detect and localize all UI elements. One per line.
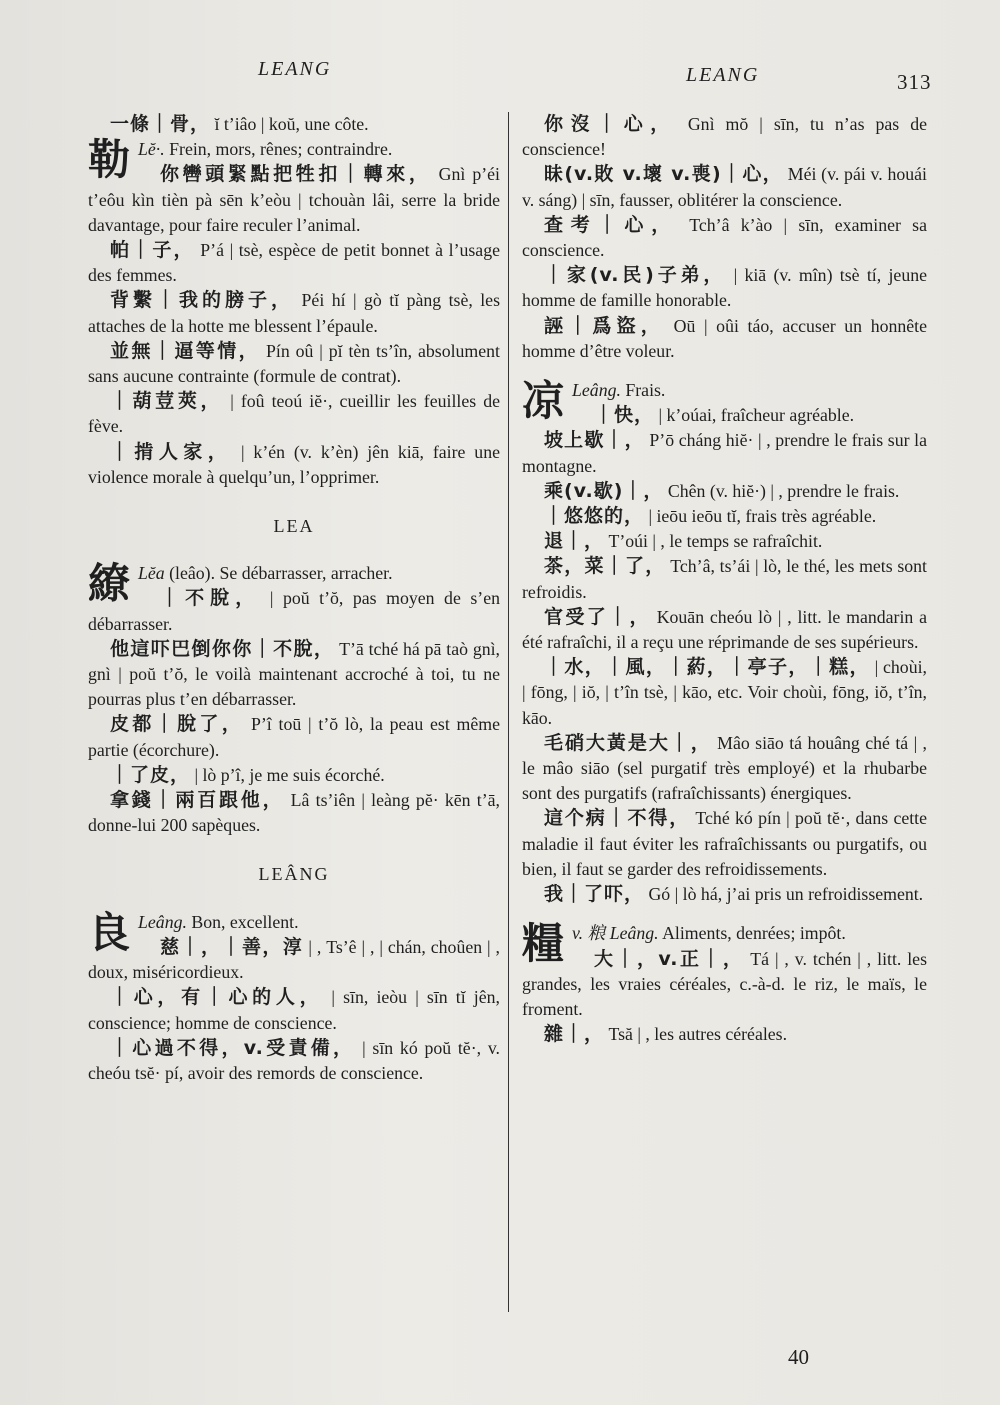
dictionary-entry xyxy=(88,985,500,1035)
dictionary-entry xyxy=(88,339,500,389)
entry-definition: | kiā (v. mîn) tsè tí, jeune homme de famille honorable. xyxy=(522,265,927,311)
headword-romanization: v. 粮 Leâng. xyxy=(572,923,659,944)
entry-definition: Frais. xyxy=(620,380,666,401)
entry-chinese: 雜｜， xyxy=(544,1023,605,1046)
entry-chinese: 背繫｜我的膀子， xyxy=(110,289,295,312)
dictionary-entry xyxy=(522,806,927,882)
entry-definition: | foû teoú iĕ·, cueillir les feuilles de fève. xyxy=(88,391,500,437)
entry-chinese: 你沒｜心， xyxy=(544,113,677,135)
signature-mark: 40 xyxy=(788,1345,809,1369)
entry-chinese: 查考｜心， xyxy=(544,213,678,236)
dictionary-entry xyxy=(522,162,927,212)
entry-chinese: 他這吓巴倒你你｜不脫， xyxy=(110,637,335,660)
entry-definition: Tch’â k’ào | sīn, examiner sa conscience. xyxy=(522,214,927,261)
dictionary-entry xyxy=(522,947,927,1023)
entry-chinese: 帕｜子， xyxy=(110,239,195,262)
entry-chinese: 坡上歇｜， xyxy=(544,429,645,452)
entry-definition: Méi (v. pái v. houái v. sáng) | sīn, fausser, oblitérer la conscience. xyxy=(522,164,927,210)
dictionary-entry xyxy=(88,162,500,238)
entry-definition: P’î toū | t’ŏ lò, la peau est même partie (écorchure). xyxy=(88,714,501,760)
entry-chinese: 大｜，v.正｜， xyxy=(594,947,745,970)
entry-definition: Aliments, denrées; impôt. xyxy=(658,923,846,944)
dictionary-entry xyxy=(88,238,500,288)
entry-definition: Bon, excellent. xyxy=(186,911,299,932)
dictionary-entry xyxy=(88,935,500,985)
dictionary-entry xyxy=(522,731,927,807)
entry-chinese: 慈｜，｜善，淳 xyxy=(160,935,304,958)
dictionary-entry xyxy=(88,440,500,490)
entry-definition: Péi hí | gò tĭ pàng tsè, les attaches de la hotte me blessent l’épaule. xyxy=(88,290,500,336)
header-left-word: LEANG xyxy=(258,58,332,80)
entry-chinese: ｜心過不得，v.受責備， xyxy=(110,1036,356,1059)
header-right-word: LEANG xyxy=(686,64,760,86)
entry-definition: Mâo siāo tá houâng ché tá | , le mâo siāo (sel purgatif très employé) et la rhubarbe sont des purgatifs (rafraîchissants) énergiques. xyxy=(522,732,927,804)
entry-definition: (leâo). Se débarrasser, arracher. xyxy=(164,563,393,584)
headword-character: 糧 xyxy=(522,919,565,969)
entry-definition: Pín oû | pĭ tèn ts’în, absolument sans aucune contrainte (formule de contrat). xyxy=(88,340,500,387)
entry-chinese: 皮都｜脫了， xyxy=(110,713,245,736)
entry-chinese: ｜掯人家， xyxy=(110,440,233,463)
dictionary-entry xyxy=(88,712,500,762)
entry-chinese: ｜不脫， xyxy=(160,587,261,610)
entry-definition: Lâ ts’iên | leàng pĕ· kēn t’ā, donne-lui 200 sapèques. xyxy=(88,790,500,836)
entry-definition: | ieōu ieōu tĭ, frais très agréable. xyxy=(648,506,877,527)
dictionary-entry xyxy=(522,529,927,554)
entry-definition: Tá | , v. tchén | , litt. les grandes, les vraies céréales, c.-à-d. le riz, le maïs, le froment. xyxy=(522,948,927,1019)
dictionary-entry xyxy=(522,428,927,478)
entry-definition: P’ō cháng hiĕ· | , prendre le frais sur la montagne. xyxy=(522,430,927,476)
entry-chinese: ｜水，｜風，｜葯，｜亭子，｜糕， xyxy=(544,656,870,679)
entry-chinese: ｜快， xyxy=(594,404,655,427)
entry-definition: Oū | oûi táo, accuser un honnête homme d’être voleur. xyxy=(522,315,927,361)
headword-character: 繚 xyxy=(88,559,131,609)
entry-definition: T’ā tché há pā taò gnì, gnì | poŭ t’ŏ, le voilà maintenant accroché à toi, tu ne pourras plus t’en débarrasser. xyxy=(88,638,500,710)
entry-chinese: 這个病｜不得， xyxy=(544,807,691,830)
entry-definition: ĭ t’iâo | koŭ, une côte. xyxy=(214,114,369,134)
dictionary-entry xyxy=(88,586,500,636)
entry-chinese: ｜家(v.民)子弟， xyxy=(544,264,727,287)
entry-chinese: 官受了｜， xyxy=(544,605,651,628)
dictionary-entry xyxy=(522,479,927,504)
dictionary-entry xyxy=(88,1036,500,1086)
entry-chinese: 我｜了吓， xyxy=(544,883,645,906)
dictionary-entry xyxy=(522,605,927,655)
dictionary-entry xyxy=(522,403,927,428)
running-header xyxy=(0,58,1000,94)
section-heading: LEA xyxy=(273,516,315,537)
entry-definition: Tsă | , les autres céréales. xyxy=(608,1024,788,1045)
dictionary-entry xyxy=(522,1022,927,1047)
entry-chinese: 乘(v.歇)｜， xyxy=(544,479,664,502)
dictionary-entry xyxy=(522,554,927,604)
dictionary-entry xyxy=(88,788,500,838)
entry-chinese: 並無｜逼等情， xyxy=(110,339,261,362)
dictionary-entry xyxy=(88,112,500,137)
entry-definition: Tché kó pín | poŭ tĕ·, dans cette maladie il faut éviter les rafraîchissants ou purgatifs, ou bien, il faut se garder des refroidissements. xyxy=(522,808,927,879)
entry-chinese: 毛硝大黃是大｜， xyxy=(544,731,712,754)
entry-definition: | sīn kó poŭ tĕ·, v. cheóu tsĕ· pí, avoir des remords de conscience. xyxy=(88,1037,500,1083)
headword-romanization: Leâng. xyxy=(138,911,187,932)
entry-chinese: ｜葫荳莢， xyxy=(110,390,224,413)
dictionary-entry xyxy=(88,763,500,788)
headword-romanization: Lĕa xyxy=(138,563,165,584)
entry-definition: T’oúi | , le temps se rafraîchit. xyxy=(608,531,823,552)
entry-definition: | sīn, ieòu | sīn tĭ jên, conscience; homme de conscience. xyxy=(88,987,500,1033)
entry-definition: Gnì mŏ | sīn, tu n’as pas de conscience! xyxy=(522,114,927,160)
entry-definition: P’á | tsè, espèce de petit bonnet à l’usage des femmes. xyxy=(88,240,500,286)
entry-definition: Chên (v. hiĕ·) | , prendre le frais. xyxy=(667,480,900,501)
entry-chinese: 你轡頭緊點把牲扣｜轉來， xyxy=(160,163,432,186)
headword-romanization: Leâng. xyxy=(572,380,621,401)
entry-definition: Gnì p’éi t’eôu kìn tièn pà sēn k’eòu | tchouàn lâi, serre la bride davantage, pour faire reculer l’animal. xyxy=(88,164,500,235)
entry-chinese: ｜心，有｜心的人， xyxy=(110,986,324,1009)
dictionary-entry xyxy=(522,504,927,529)
column-divider xyxy=(508,112,509,1312)
dictionary-entry xyxy=(88,637,500,713)
section-heading: LEÂNG xyxy=(258,864,330,885)
entry-chinese: 退｜， xyxy=(544,530,605,553)
entry-chinese: 誣｜爲盜， xyxy=(544,314,665,337)
entry-definition: | choùi, | fōng, | iŏ, | t’în tsè, | kāo, etc. Voir choùi, fōng, iŏ, t’în, kāo. xyxy=(522,657,927,728)
entry-chinese: ｜悠悠的， xyxy=(544,505,645,528)
entry-chinese: 一條｜骨， xyxy=(110,113,211,135)
entry-definition: | k’én (v. k’èn) jên kiā, faire une violence morale à quelqu’un, l’opprimer. xyxy=(88,441,500,487)
entry-definition: | poŭ t’ŏ, pas moyen de s’en débarrasser. xyxy=(88,588,500,634)
dictionary-entry xyxy=(522,882,927,907)
dictionary-entry xyxy=(522,112,927,162)
headword-romanization: Lĕ·. xyxy=(138,139,165,160)
entry-definition: | , Ts’ê | , | chán, choûen | , doux, miséricordieux. xyxy=(88,936,500,983)
entry-definition: Gó | lò há, j’ai pris un refroidissement. xyxy=(648,884,924,905)
dictionary-entry xyxy=(88,288,500,338)
headword-character: 勒 xyxy=(88,135,131,185)
right-column xyxy=(522,112,927,1047)
dictionary-entry xyxy=(522,655,927,731)
entry-definition: | lò p’î, je me suis écorché. xyxy=(194,764,385,785)
entry-chinese: 拿錢｜兩百跟他， xyxy=(110,789,285,812)
page-number: 313 xyxy=(897,70,932,94)
entry-definition: | k’oúai, fraîcheur agréable. xyxy=(658,405,855,426)
entry-definition: Frein, mors, rênes; contraindre. xyxy=(164,139,393,160)
headword-character: 凉 xyxy=(522,376,565,426)
entry-definition: Kouān cheóu lò | , litt. le mandarin a été rafraîchi, il a reçu une réprimande de ses supérieurs. xyxy=(522,606,927,653)
entry-chinese: 昧(v.敗 v.壞 v.喪)｜心， xyxy=(544,163,783,186)
entry-definition: Tch’â, ts’ái | lò, le thé, les mets sont refroidis. xyxy=(522,556,927,602)
entry-chinese: 茶，菜｜了， xyxy=(544,555,666,578)
left-column xyxy=(88,112,500,1086)
entry-chinese: ｜了皮， xyxy=(110,763,191,786)
dictionary-entry xyxy=(522,314,927,364)
dictionary-entry xyxy=(522,263,927,313)
dictionary-entry xyxy=(88,389,500,439)
headword-character: 良 xyxy=(88,907,131,957)
dictionary-entry xyxy=(522,213,927,263)
